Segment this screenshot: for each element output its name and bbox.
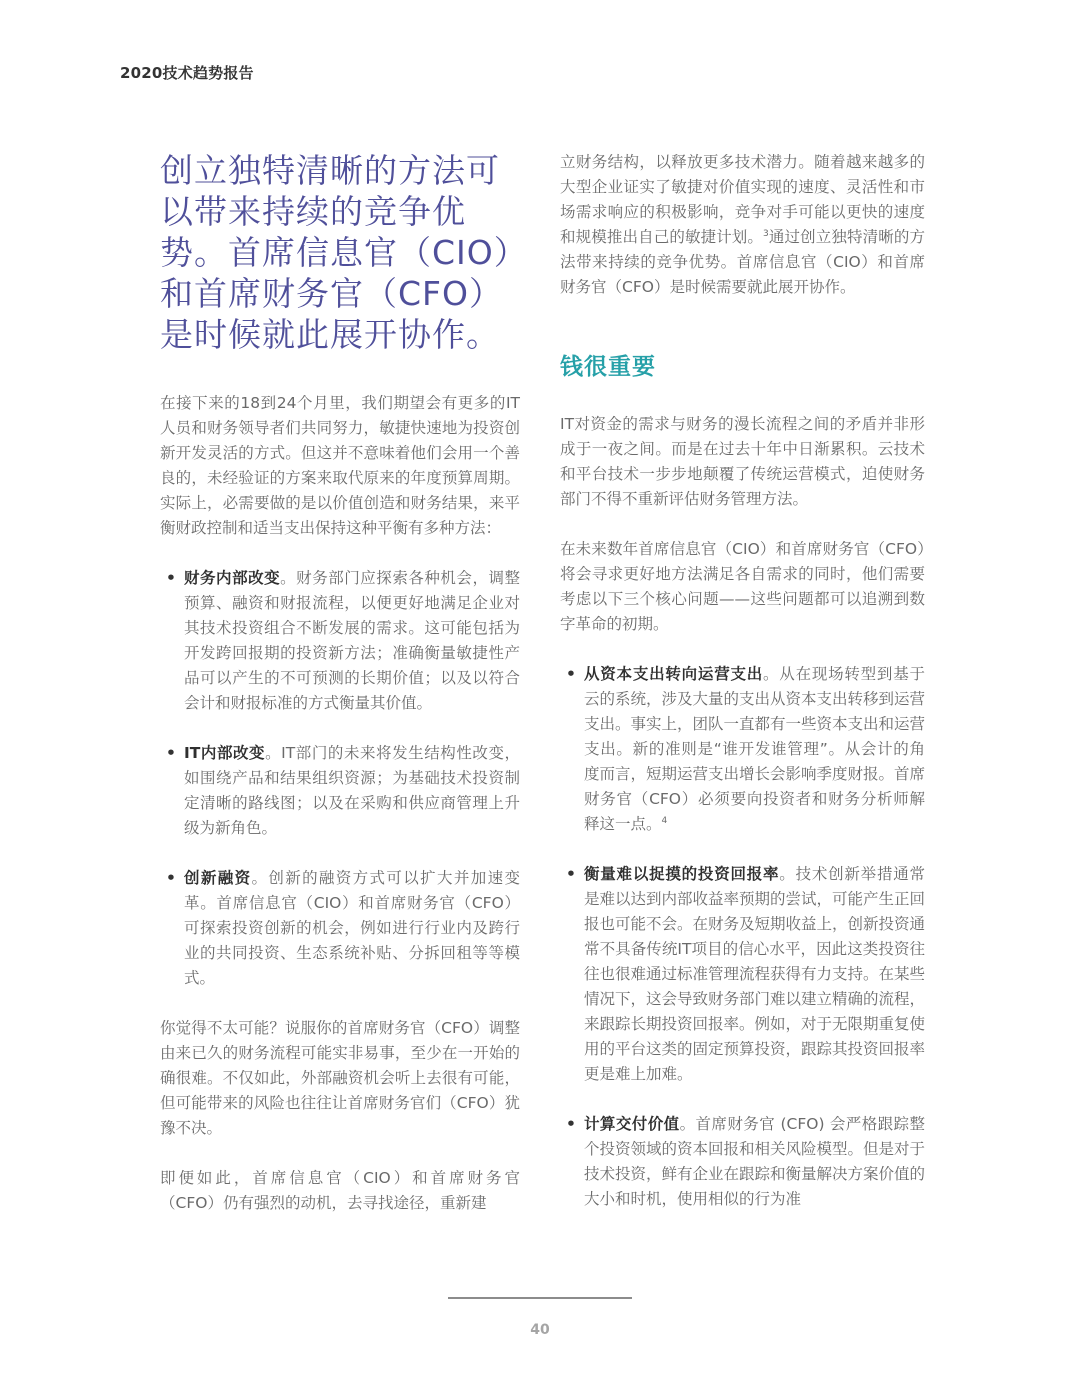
- bullet-lead: IT内部改变: [184, 744, 266, 762]
- bullet-elusive-roi: [560, 862, 925, 1087]
- bullet-dot-icon: •: [166, 744, 176, 762]
- footer-divider: [448, 1297, 632, 1299]
- footnote-marker: 3: [763, 228, 769, 239]
- bullet-lead: 计算交付价值: [584, 1115, 680, 1133]
- section-title-money-matters: 钱很重要: [560, 354, 656, 380]
- bullet-lead: 衡量难以捉摸的投资回报率: [584, 865, 780, 883]
- bullet-dot-icon: •: [166, 569, 176, 587]
- bullet-dot-icon: •: [166, 869, 176, 887]
- left-bullet-list: [160, 566, 520, 991]
- running-header-title: 2020技术趋势报告: [120, 64, 254, 82]
- section-paragraph-2: 在未来数年首席信息官（CIO）和首席财务官（CFO）将会寻求更好地方法满足各自需求的同时，他们需要考虑以下三个核心问题——这些问题都可以追溯到数字革命的初期。: [560, 540, 925, 633]
- pull-quote-heading: 创立独特清晰的方法可以带来持续的竞争优势。首席信息官（CIO）和首席财务官（CFO）是时候就此展开协作。: [160, 151, 512, 354]
- continuation-paragraph: [560, 150, 925, 300]
- continuation-text-b: 通过创立独特清晰的方法带来持续的竞争优势。首席信息官（CIO）和首席财务官（CFO）是时候需要就此展开协作。: [560, 228, 925, 296]
- left-column: [160, 150, 520, 1241]
- paragraph-motivation: 即便如此，首席信息官（CIO）和首席财务官（CFO）仍有强烈的动机，去寻找途径，重新建: [160, 1169, 520, 1212]
- bullet-finance-internal-change: [160, 566, 520, 716]
- bullet-lead: 财务内部改变: [184, 569, 281, 587]
- bullet-text: 。首席财务官 (CFO) 会严格跟踪整个投资领域的资本回报和相关风险模型。但是对于技术投资，鲜有企业在跟踪和衡量解决方案价值的大小和时机，使用相似的行为准: [584, 1115, 926, 1208]
- bullet-text: 。财务部门应探索各种机会，调整预算、融资和财报流程，以便更好地满足企业对其技术投资组合不断发展的需求。这可能包括为开发跨回报期的投资新方法；准确衡量敏捷性产品可以产生的不可预测的长期价值；以及以符合会计和财报标准的方式衡量其价值。: [184, 569, 520, 712]
- bullet-capex-to-opex: [560, 662, 925, 837]
- bullet-dot-icon: •: [566, 865, 576, 883]
- bullet-text: 。技术创新举措通常是难以达到内部收益率预期的尝试，可能产生正回报也可能不会。在财务及短期收益上，创新投资通常不具备传统IT项目的信心水平，因此这类投资往往也很难通过标准管理流程获得有力支持。在某些情况下，这会导致财务部门难以建立精确的流程，来跟踪长期投资回报率。例如，对于无限期重复使用的平台这类的固定预算投资，跟踪其投资回报率更是难上加难。: [584, 865, 926, 1083]
- continuation-text-a: 立财务结构，以释放更多技术潜力。随着越来越多的大型企业证实了敏捷对价值实现的速度、灵活性和市场需求响应的积极影响，竞争对手可能以更快的速度和规模推出自己的敏捷计划。: [560, 153, 925, 246]
- bullet-lead: 创新融资: [184, 869, 252, 887]
- bullet-innovation-financing: [160, 866, 520, 991]
- bullet-dot-icon: •: [566, 665, 576, 683]
- right-column: [560, 150, 925, 1237]
- section-paragraph-1: IT对资金的需求与财务的漫长流程之间的矛盾并非形成于一夜之间。而是在过去十年中日渐累积。云技术和平台技术一步步地颠覆了传统运营模式，迫使财务部门不得不重新评估财务管理方法。: [560, 415, 925, 508]
- bullet-it-internal-change: [160, 741, 520, 841]
- bullet-lead: 从资本支出转向运营支出: [584, 665, 764, 683]
- bullet-text: 。创新的融资方式可以扩大并加速变革。首席信息官（CIO）和首席财务官（CFO）可探索投资创新的机会，例如进行行业内及跨行业的共同投资、生态系统补贴、分拆回租等等模式。: [184, 869, 520, 987]
- page-number: 40: [530, 1322, 550, 1338]
- intro-paragraph: 在接下来的18到24个月里，我们期望会有更多的IT人员和财务领导者们共同努力，敏捷快速地为投资创新开发灵活的方式。但这并不意味着他们会用一个善良的，未经验证的方案来取代原来的年度预算周期。实际上，必需要做的是以价值创造和财务结果，来平衡财政控制和适当支出保持这种平衡有多种方法：: [160, 394, 520, 537]
- bullet-text: 。从在现场转型到基于云的系统，涉及大量的支出从资本支出转移到运营支出。事实上，团队一直都有一些资本支出和运营支出。新的准则是“谁开发谁管理”。从会计的角度而言，短期运营支出增长会影响季度财报。首席财务官（CFO）必须要向投资者和财务分析师解释这一点。: [584, 665, 926, 833]
- footnote-marker: 4: [661, 815, 668, 826]
- paragraph-cfo-persuasion: 你觉得不太可能？说服你的首席财务官（CFO）调整由来已久的财务流程可能实非易事，至少在一开始的确很难。不仅如此，外部融资机会听上去很有可能，但可能带来的风险也往往让首席财务官们（CFO）犹豫不决。: [160, 1019, 520, 1137]
- bullet-dot-icon: •: [566, 1115, 576, 1133]
- bullet-text: 。IT部门的未来将发生结构性改变，如围绕产品和结果组织资源；为基础技术投资制定清晰的路线图；以及在采购和供应商管理上升级为新角色。: [184, 744, 520, 837]
- right-bullet-list: [560, 662, 925, 1212]
- bullet-delivered-value: [560, 1112, 925, 1212]
